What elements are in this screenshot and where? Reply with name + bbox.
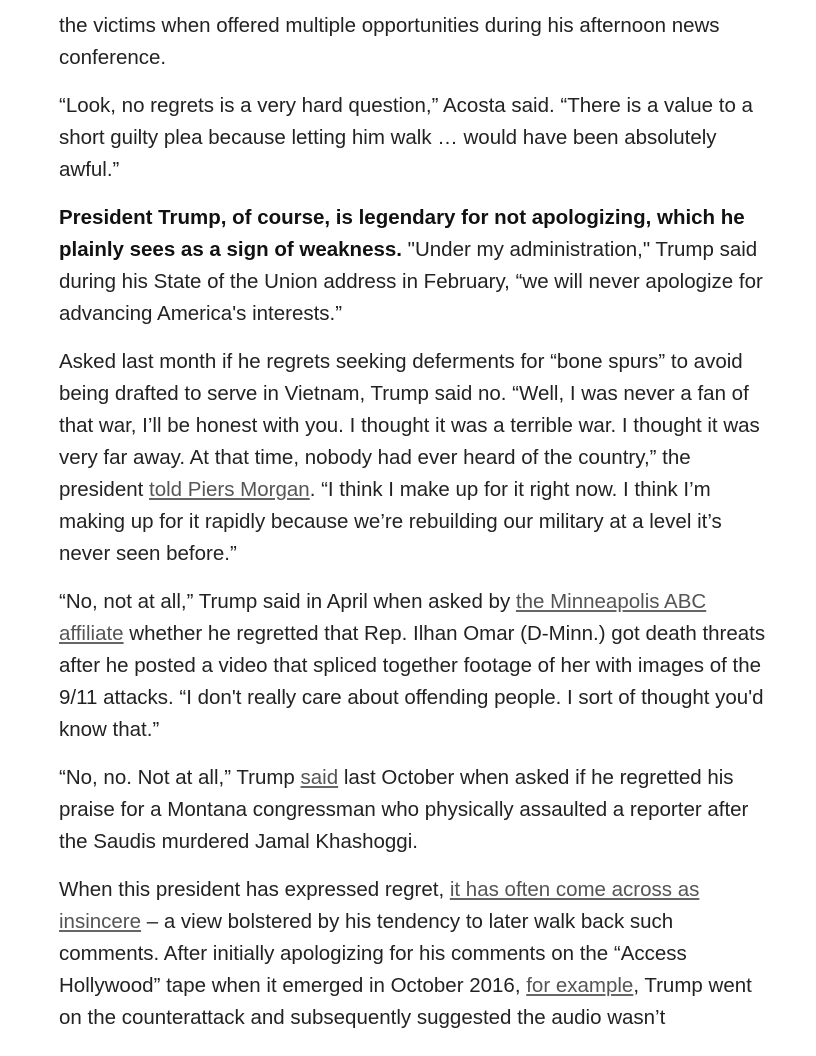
paragraph-text: "Under my administration," Trump said during his State of the Union address in February, “we will never apologize for advancing America's interests.”	[59, 238, 763, 325]
link-for-example[interactable]: for example	[526, 974, 634, 997]
paragraph-5	[59, 586, 771, 746]
paragraph-7	[59, 874, 771, 1034]
paragraph-6	[59, 762, 771, 858]
paragraph-text: , Trump went on the counterattack and subsequently suggested the audio wasn’t	[59, 974, 752, 1029]
paragraph-text: “No, no. Not at all,” Trump	[59, 766, 301, 789]
paragraph-text: “Look, no regrets is a very hard question,” Acosta said. “There is a value to a short guilty plea because letting him walk … would have been absolutely awful.”	[59, 94, 753, 181]
paragraph-text: Asked last month if he regrets seeking deferments for “bone spurs” to avoid being drafted to serve in Vietnam, Trump said no. “Well, I was never a fan of that war, I’ll be honest with you. I thought it was a terrible war. I thought it was very far away. At that time, nobody had ever heard of the country,” the president	[59, 350, 760, 501]
paragraph-text: whether he regretted that Rep. Ilhan Omar (D-Minn.) got death threats after he posted a video that spliced together footage of her with images of the 9/11 attacks. “I don't really care about offending people. I sort of thought you'd know that.”	[59, 622, 766, 741]
link-minneapolis-abc-affiliate[interactable]: the Minneapolis ABC affiliate	[59, 590, 707, 645]
paragraph-text: . “I think I make up for it right now. I think I’m making up for it rapidly because we’re rebuilding our military at a level it’s never seen before.”	[59, 478, 722, 565]
paragraph-2	[59, 90, 771, 186]
paragraph-text: “No, not at all,” Trump said in April when asked by	[59, 590, 516, 613]
paragraph-text: When this president has expressed regret,	[59, 878, 450, 901]
link-said[interactable]: said	[300, 766, 339, 789]
link-told-piers-morgan[interactable]: told Piers Morgan	[149, 478, 310, 501]
paragraph-text: the victims when offered multiple opportunities during his afternoon news conference.	[59, 14, 720, 69]
link-insincere[interactable]: it has often come across as insincere	[59, 878, 700, 933]
paragraph-text: last October when asked if he regretted his praise for a Montana congressman who physically assaulted a reporter after the Saudis murdered Jamal Khashoggi.	[59, 766, 749, 853]
paragraph-text: – a view bolstered by his tendency to later walk back such comments. After initially apologizing for his comments on the “Access Hollywood” tape when it emerged in October 2016,	[59, 910, 687, 997]
paragraph-3	[59, 202, 771, 330]
paragraph-1	[59, 10, 771, 74]
paragraph-4	[59, 346, 771, 570]
article-body	[59, 10, 771, 1050]
bold-lead-sentence: President Trump, of course, is legendary for not apologizing, which he plainly sees as a sign of weakness.	[59, 206, 745, 261]
